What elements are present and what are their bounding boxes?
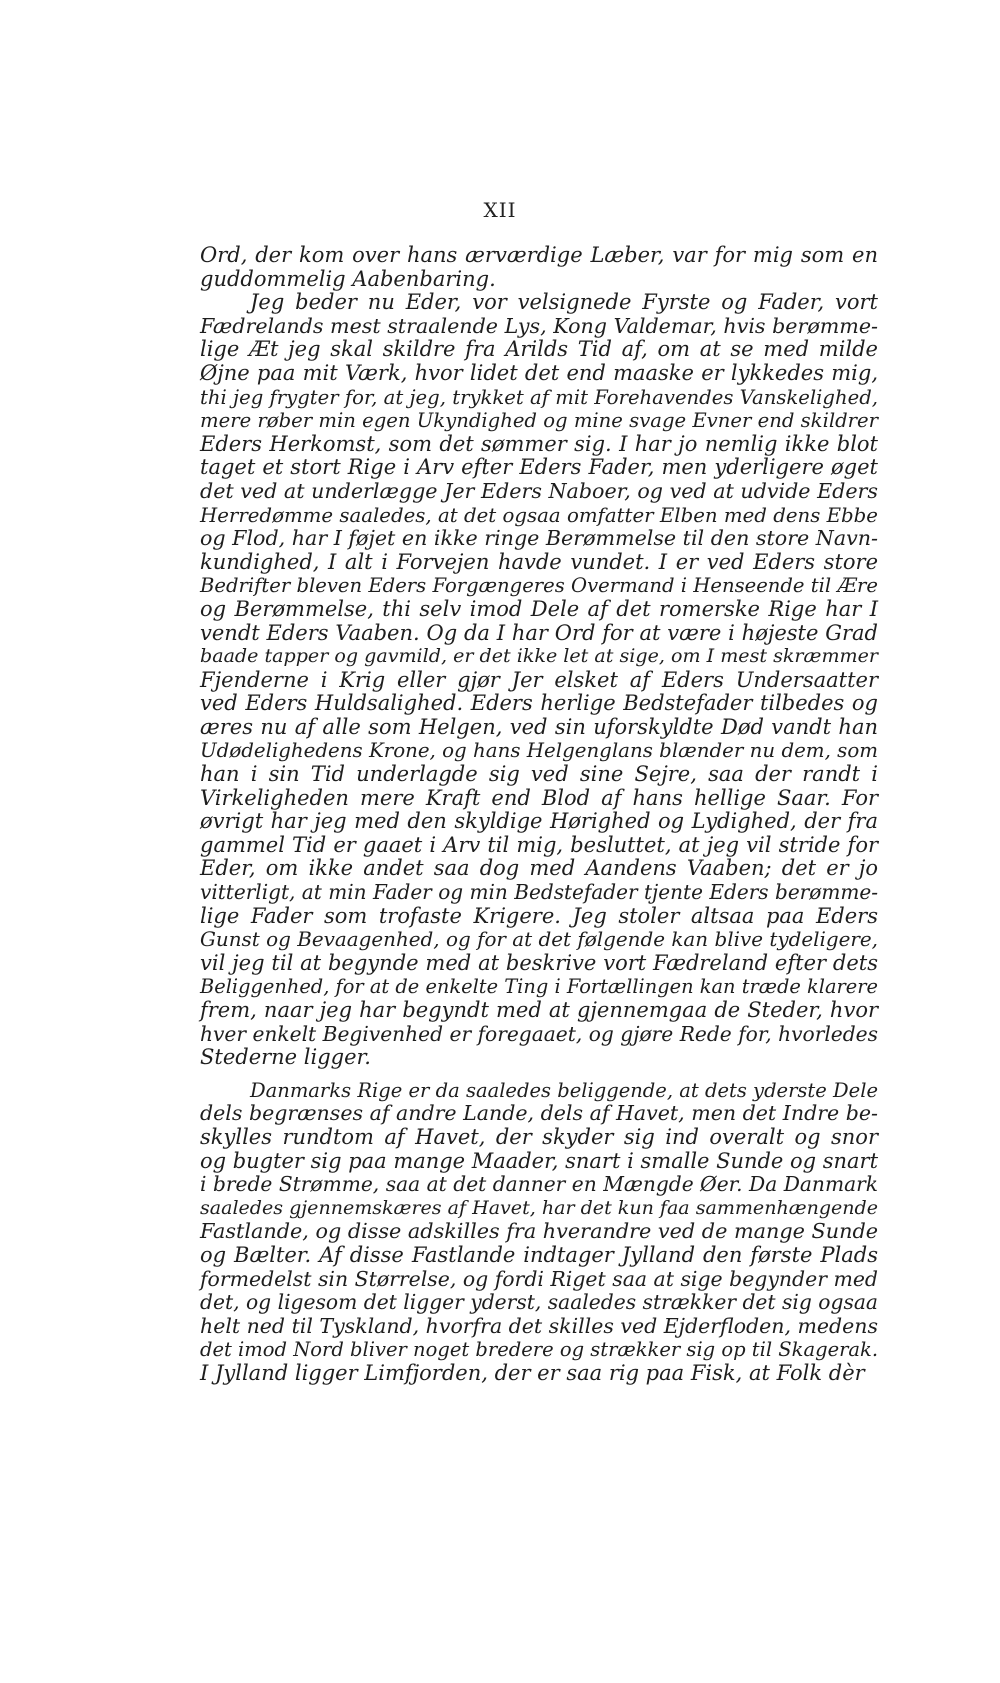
text-line: det, og ligesom det ligger yderst, saaledes strækker det sig ogsaa — [200, 1290, 878, 1315]
text-line: Ord, der kom over hans ærværdige Læber, var for mig som en — [200, 243, 878, 267]
text-line: han i sin Tid underlagde sig ved sine Sejre, saa der randt i — [200, 762, 878, 787]
text-line: Beliggenhed, for at de enkelte Ting i Fortællingen kan træde klarere — [200, 975, 878, 999]
text-line: thi jeg frygter for, at jeg, trykket af mit Forehavendes Vanskelighed, — [200, 385, 878, 409]
text-line: mere røber min egen Ukyndighed og mine svage Evner end skildrer — [200, 409, 879, 433]
text-line: Eder, om ikke andet saa dog med Aandens Vaaben; det er jo — [200, 856, 878, 881]
text-line: Fædrelands mest straalende Lys, Kong Valdemar, hvis berømme- — [200, 313, 878, 338]
text-line: formedelst sin Størrelse, og fordi Riget saa at sige begynder med — [200, 1266, 878, 1291]
text-line: og bugter sig paa mange Maader, snart i smalle Sunde og snart — [200, 1148, 878, 1173]
text-line: vendt Eders Vaaben. Og da I har Ord for at være i højeste Grad — [200, 620, 878, 645]
text-line: skylles rundtom af Havet, der skyder sig ind overalt og snor — [200, 1124, 878, 1149]
text-line: guddommelig Aabenbaring. — [200, 266, 496, 291]
text-line: I Jylland ligger Limfjorden, der er saa rig paa Fisk, at Folk dèr — [200, 1360, 865, 1385]
text-line: og Berømmelse, thi selv imod Dele af det romerske Rige har I — [200, 596, 878, 621]
text-line: Fjenderne i Krig eller gjør Jer elsket af Eders Undersaatter — [200, 667, 878, 692]
text-line: og Bælter. Af disse Fastlande indtager Jylland den første Plads — [200, 1242, 878, 1267]
text-line: Bedrifter bleven Eders Forgængeres Overmand i Henseende til Ære — [200, 574, 878, 598]
text-line: hver enkelt Begivenhed er foregaaet, og gjøre Rede for, hvorledes — [200, 1021, 878, 1046]
text-line: Gunst og Bevaagenhed, og for at det følgende kan blive tydeligere, — [200, 928, 878, 952]
text-line: ved Eders Huldsalighed. Eders herlige Bedstefader tilbedes og — [200, 691, 878, 716]
text-line: Jeg beder nu Eder, vor velsignede Fyrste og Fader, vort — [250, 290, 878, 315]
text-line: det ved at underlægge Jer Eders Naboer, og ved at udvide Eders — [200, 478, 878, 503]
text-line: Fastlande, og disse adskilles fra hverandre ved de mange Sunde — [200, 1219, 879, 1244]
page-number: XII — [483, 198, 517, 222]
text-line: Virkeligheden mere Kraft end Blod af hans hellige Saar. For — [200, 785, 878, 810]
text-line: vitterligt, at min Fader og min Bedstefader tjente Eders berømme- — [200, 880, 878, 905]
text-line: Eders Herkomst, som det sømmer sig. I har jo nemlig ikke blot — [200, 431, 878, 456]
text-line: baade tapper og gavmild, er det ikke let at sige, om I mest skræmmer — [200, 645, 878, 668]
text-line: saaledes gjennemskæres af Havet, har det kun faa sammenhængende — [200, 1196, 878, 1219]
text-line: Udødelighedens Krone, og hans Helgenglans blænder nu dem, som — [200, 739, 878, 763]
paragraph — [200, 291, 878, 1070]
text-line: æres nu af alle som Helgen, ved sin uforskyldte Død vandt han — [200, 714, 878, 739]
text-line: Stederne ligger. — [200, 1045, 371, 1070]
text-line: kundighed, I alt i Forvejen havde vundet. I er ved Eders store — [200, 549, 878, 574]
text-line: øvrigt har jeg med den skyldige Hørighed og Lydighed, der fra — [200, 809, 878, 834]
text-line: og Flod, har I føjet en ikke ringe Berømmelse til den store Navn- — [200, 526, 878, 551]
text-line: dels begrænses af andre Lande, dels af Havet, men det Indre be- — [200, 1101, 878, 1126]
text-line: lige Fader som trofaste Krigere. Jeg stoler altsaa paa Eders — [200, 903, 878, 928]
text-line: Danmarks Rige er da saaledes beliggende, at dets yderste Dele — [250, 1078, 878, 1102]
text-line: helt ned til Tyskland, hvorfra det skilles ved Ejderfloden, medens — [200, 1313, 878, 1338]
text-line: vil jeg til at begynde med at beskrive vort Fædreland efter dets — [200, 950, 878, 975]
paragraph — [200, 1079, 878, 1386]
text-line: lige Æt jeg skal skildre fra Arilds Tid af, om at se med milde — [200, 337, 878, 362]
body-text — [200, 244, 878, 1386]
text-line: gammel Tid er gaaet i Arv til mig, besluttet, at jeg vil stride for — [200, 832, 878, 857]
text-line: frem, naar jeg har begyndt med at gjennemgaa de Steder, hvor — [200, 998, 878, 1022]
text-line: Øjne paa mit Værk, hvor lidet det end maaske er lykkedes mig, — [200, 360, 878, 385]
text-line: i brede Strømme, saa at det danner en Mængde Øer. Da Danmark — [200, 1172, 878, 1197]
paragraph — [200, 244, 878, 291]
text-line: Herredømme saaledes, at det ogsaa omfatter Elben med dens Ebbe — [200, 503, 878, 527]
text-line: taget et stort Rige i Arv efter Eders Fader, men yderligere øget — [200, 455, 878, 480]
text-line: det imod Nord bliver noget bredere og strækker sig op til Skagerak. — [200, 1338, 879, 1362]
